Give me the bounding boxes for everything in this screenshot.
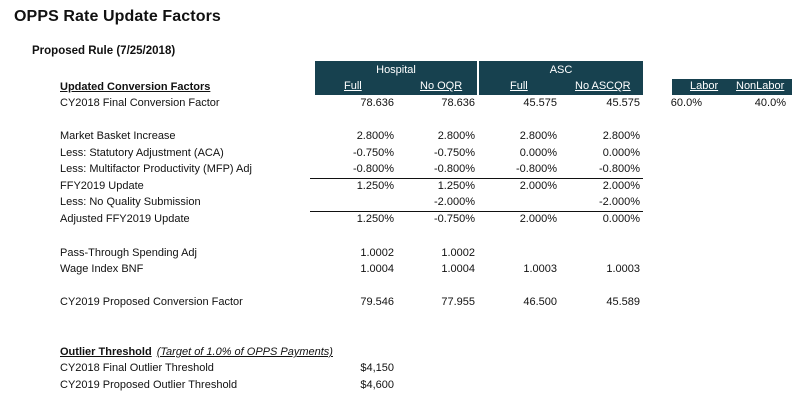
cell-outlier-value: $4,600 <box>360 379 394 391</box>
outlier-heading <box>60 346 333 358</box>
table-row <box>0 378 800 394</box>
row-label: CY2019 Proposed Conversion Factor <box>60 296 243 308</box>
cell-hospital-no-oqr: -0.800% <box>434 163 475 175</box>
cell-asc-full: 2.000% <box>519 213 557 225</box>
table-row <box>0 262 800 278</box>
cell-asc-no-ascqr: 2.000% <box>602 180 640 192</box>
cell-hospital-no-oqr: 1.0002 <box>441 247 475 259</box>
cell-asc-no-ascqr: 45.575 <box>606 97 640 109</box>
updated-conversion-factors-heading: Updated Conversion Factors <box>60 81 211 93</box>
cell-hospital-no-oqr: 2.800% <box>437 130 475 142</box>
outlier-note: (Target of 1.0% of OPPS Payments) <box>156 346 333 358</box>
cell-hospital-full: 1.0004 <box>360 263 394 275</box>
cell-hospital-no-oqr: -0.750% <box>434 147 475 159</box>
cell-asc-no-ascqr: 0.000% <box>602 147 640 159</box>
table-row <box>0 295 800 311</box>
row-label: Adjusted FFY2019 Update <box>60 213 190 225</box>
section-heading-row <box>0 80 800 96</box>
cell-hospital-no-oqr: -2.000% <box>434 196 475 208</box>
cell-hospital-full: 1.0002 <box>360 247 394 259</box>
cell-asc-full: 2.800% <box>519 130 557 142</box>
cell-asc-full: 46.500 <box>523 296 557 308</box>
page-title: OPPS Rate Update Factors <box>14 8 221 25</box>
asc-group-label: ASC <box>549 64 573 76</box>
table-row <box>0 246 800 262</box>
col-asc-no-ascqr: No ASCQR <box>575 80 631 92</box>
col-hospital-full: Full <box>344 80 362 92</box>
cell-hospital-no-oqr: 78.636 <box>441 97 475 109</box>
row-label: CY2018 Final Outlier Threshold <box>60 362 214 374</box>
cell-asc-no-ascqr: -2.000% <box>599 196 640 208</box>
cell-asc-no-ascqr: 2.800% <box>602 130 640 142</box>
table-row <box>0 179 800 195</box>
col-nonlabor: NonLabor <box>736 80 785 92</box>
cell-hospital-full: -0.750% <box>353 147 394 159</box>
cell-asc-full: 2.000% <box>519 180 557 192</box>
table-row <box>0 195 800 211</box>
row-label: Less: Statutory Adjustment (ACA) <box>60 147 224 159</box>
table-row <box>0 96 800 112</box>
table-row <box>0 361 800 377</box>
cell-hospital-no-oqr: 77.955 <box>441 296 475 308</box>
outlier-heading-row <box>0 345 800 361</box>
col-labor: Labor <box>690 80 719 92</box>
cell-hospital-full: 79.546 <box>360 296 394 308</box>
cell-hospital-full: 1.250% <box>356 213 394 225</box>
cell-asc-full: 45.575 <box>523 97 557 109</box>
hospital-group-label: Hospital <box>376 64 416 76</box>
cell-hospital-no-oqr: 1.0004 <box>441 263 475 275</box>
table-row <box>0 162 800 178</box>
cell-nonlabor: 40.0% <box>754 97 786 109</box>
row-label: Less: Multifactor Productivity (MFP) Adj <box>60 163 252 175</box>
row-label: CY2019 Proposed Outlier Threshold <box>60 379 238 391</box>
row-label: Wage Index BNF <box>60 263 144 275</box>
col-hospital-no-oqr: No OQR <box>420 80 463 92</box>
cell-hospital-full: 1.250% <box>356 180 394 192</box>
row-label: Less: No Quality Submission <box>60 196 201 208</box>
cell-hospital-full: 78.636 <box>360 97 394 109</box>
row-label: FFY2019 Update <box>60 180 144 192</box>
table-row <box>0 146 800 162</box>
cell-hospital-full: 2.800% <box>356 130 394 142</box>
cell-hospital-no-oqr: -0.750% <box>434 213 475 225</box>
cell-hospital-full: -0.800% <box>353 163 394 175</box>
cell-asc-no-ascqr: -0.800% <box>599 163 640 175</box>
cell-asc-no-ascqr: 1.0003 <box>606 263 640 275</box>
page-subtitle: Proposed Rule (7/25/2018) <box>32 45 176 57</box>
cell-hospital-no-oqr: 1.250% <box>437 180 475 192</box>
table-row <box>0 212 800 228</box>
cell-labor: 60.0% <box>670 97 702 109</box>
cell-asc-full: 0.000% <box>519 147 557 159</box>
cell-asc-full: -0.800% <box>516 163 557 175</box>
row-label: Pass-Through Spending Adj <box>60 247 197 259</box>
cell-asc-no-ascqr: 0.000% <box>602 213 640 225</box>
table-row <box>0 129 800 145</box>
row-label: CY2018 Final Conversion Factor <box>60 97 220 109</box>
cell-outlier-value: $4,150 <box>360 362 394 374</box>
col-asc-full: Full <box>510 80 528 92</box>
cell-asc-full: 1.0003 <box>523 263 557 275</box>
cell-asc-no-ascqr: 45.589 <box>606 296 640 308</box>
outlier-heading-text: Outlier Threshold <box>60 346 152 358</box>
row-label: Market Basket Increase <box>60 130 176 142</box>
